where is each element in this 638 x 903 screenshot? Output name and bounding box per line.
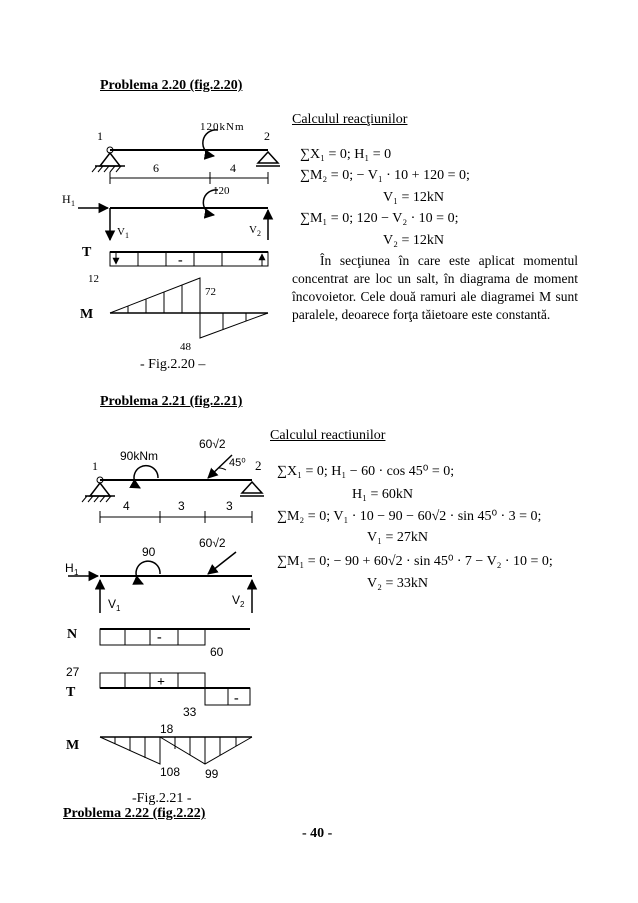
label-span-4: 4	[123, 499, 130, 513]
eq-2-21-6: V₂ = 33kN	[367, 576, 428, 591]
label-m: M	[66, 738, 80, 753]
label-m-18: 18	[160, 722, 174, 736]
axial-diagram	[100, 629, 205, 645]
label-v2: V	[232, 593, 241, 607]
label-v2: V	[249, 224, 257, 236]
label-moment: 120kNm	[200, 121, 245, 133]
label-v1: V	[117, 226, 125, 238]
shear-diagram	[100, 673, 250, 705]
paragraph-2-20: În secţiunea în care este aplicat momentul concentrat are loc un salt, în diagrama de moment încovoietor. Cele două ramuri ale diagramei M sunt paralele, deoarece forţa tăietoare este constantă.	[292, 253, 578, 322]
shear-diagram	[110, 252, 268, 266]
roller-support-icon	[256, 152, 280, 166]
svg-text:2: 2	[240, 600, 245, 609]
eq-2-20-3: V₁ = 12kN	[383, 190, 444, 205]
moment-diagram	[110, 278, 268, 338]
svg-text:1: 1	[125, 231, 129, 240]
caption-2-20: - Fig.2.20 –	[140, 357, 206, 372]
calc-title-2-21: Calculul reactiunilor	[270, 428, 386, 443]
label-t-27: 27	[66, 665, 80, 679]
moment-fbd-arrow-icon	[136, 561, 160, 584]
label-t-plus: +	[157, 675, 165, 690]
figure-2-20	[55, 100, 295, 362]
label-node-2: 2	[264, 129, 270, 143]
label-moment-fbd: 120	[213, 185, 230, 197]
label-t-value: 12	[88, 273, 99, 285]
label-m-48: 48	[180, 341, 191, 353]
eq-2-20-4: ∑M₁ = 0; 120 − V₂ ⋅ 10 = 0;	[300, 211, 459, 226]
page-number: - 40 -	[302, 826, 333, 841]
label-moment-fbd: 90	[142, 545, 156, 559]
label-force: 60√2	[199, 437, 226, 451]
moment-arrow-icon	[203, 130, 218, 156]
label-n-sign: -	[157, 630, 162, 645]
label-t: T	[82, 245, 92, 260]
label-span-4: 4	[230, 161, 236, 175]
force-fbd-arrow-icon	[208, 552, 236, 574]
caption-2-21: -Fig.2.21 -	[132, 791, 192, 806]
label-v1: V	[108, 597, 117, 611]
heading-2-21: Problema 2.21 (fig.2.21)	[100, 394, 243, 409]
eq-2-20-2: ∑M₂ = 0; − V₁ ⋅ 10 + 120 = 0;	[300, 168, 470, 183]
heading-2-20: Problema 2.20 (fig.2.20)	[100, 78, 243, 93]
eq-2-20-1: ∑X₁ = 0; H₁ = 0	[300, 147, 392, 162]
calc-title-2-20: Calculul reacţiunilor	[292, 112, 408, 127]
eq-2-21-4: V₁ = 27kN	[367, 530, 428, 545]
label-span-3b: 3	[226, 499, 233, 513]
svg-text:1: 1	[74, 568, 79, 577]
eq-2-21-5: ∑M₁ = 0; − 90 + 60√2 ⋅ sin 45⁰ ⋅ 7 − V₂ ⋅ 10 = 0;	[277, 554, 553, 569]
roller-support-icon	[240, 482, 264, 496]
label-node-1: 1	[97, 129, 103, 143]
label-h1: H	[62, 192, 71, 206]
label-m: M	[80, 307, 94, 322]
label-m-72: 72	[205, 286, 216, 298]
eq-2-21-2: H₁ = 60kN	[352, 487, 413, 502]
label-moment: 90kNm	[120, 449, 159, 463]
label-span-6: 6	[153, 161, 159, 175]
svg-text:1: 1	[71, 199, 75, 208]
label-n: N	[67, 627, 78, 642]
label-angle: 45⁰	[229, 457, 246, 469]
eq-2-21-3: ∑M₂ = 0; V₁ ⋅ 10 − 90 − 60√2 ⋅ sin 45⁰ ⋅ 3 = 0;	[277, 509, 542, 524]
heading-2-22: Problema 2.22 (fig.2.22)	[63, 806, 206, 821]
label-node-2: 2	[255, 458, 262, 473]
moment-arrow-icon	[134, 466, 158, 488]
moment-diagram	[100, 737, 252, 764]
figure-2-21	[55, 430, 280, 790]
label-n-60: 60	[210, 645, 224, 659]
svg-text:1: 1	[116, 604, 121, 613]
label-m-108: 108	[160, 765, 181, 779]
label-t: T	[66, 685, 76, 700]
label-t-33: 33	[183, 705, 197, 719]
label-node-1: 1	[92, 459, 98, 473]
svg-text:2: 2	[257, 229, 261, 238]
eq-2-20-5: V₂ = 12kN	[383, 233, 444, 248]
label-t-minus: -	[234, 691, 239, 706]
label-m-99: 99	[205, 767, 219, 781]
label-h1: H	[65, 561, 74, 575]
label-force-fbd: 60√2	[199, 536, 226, 550]
eq-2-21-1: ∑X₁ = 0; H₁ − 60 ⋅ cos 45⁰ = 0;	[277, 464, 455, 479]
label-span-3a: 3	[178, 499, 185, 513]
label-t-sign: -	[178, 253, 183, 268]
